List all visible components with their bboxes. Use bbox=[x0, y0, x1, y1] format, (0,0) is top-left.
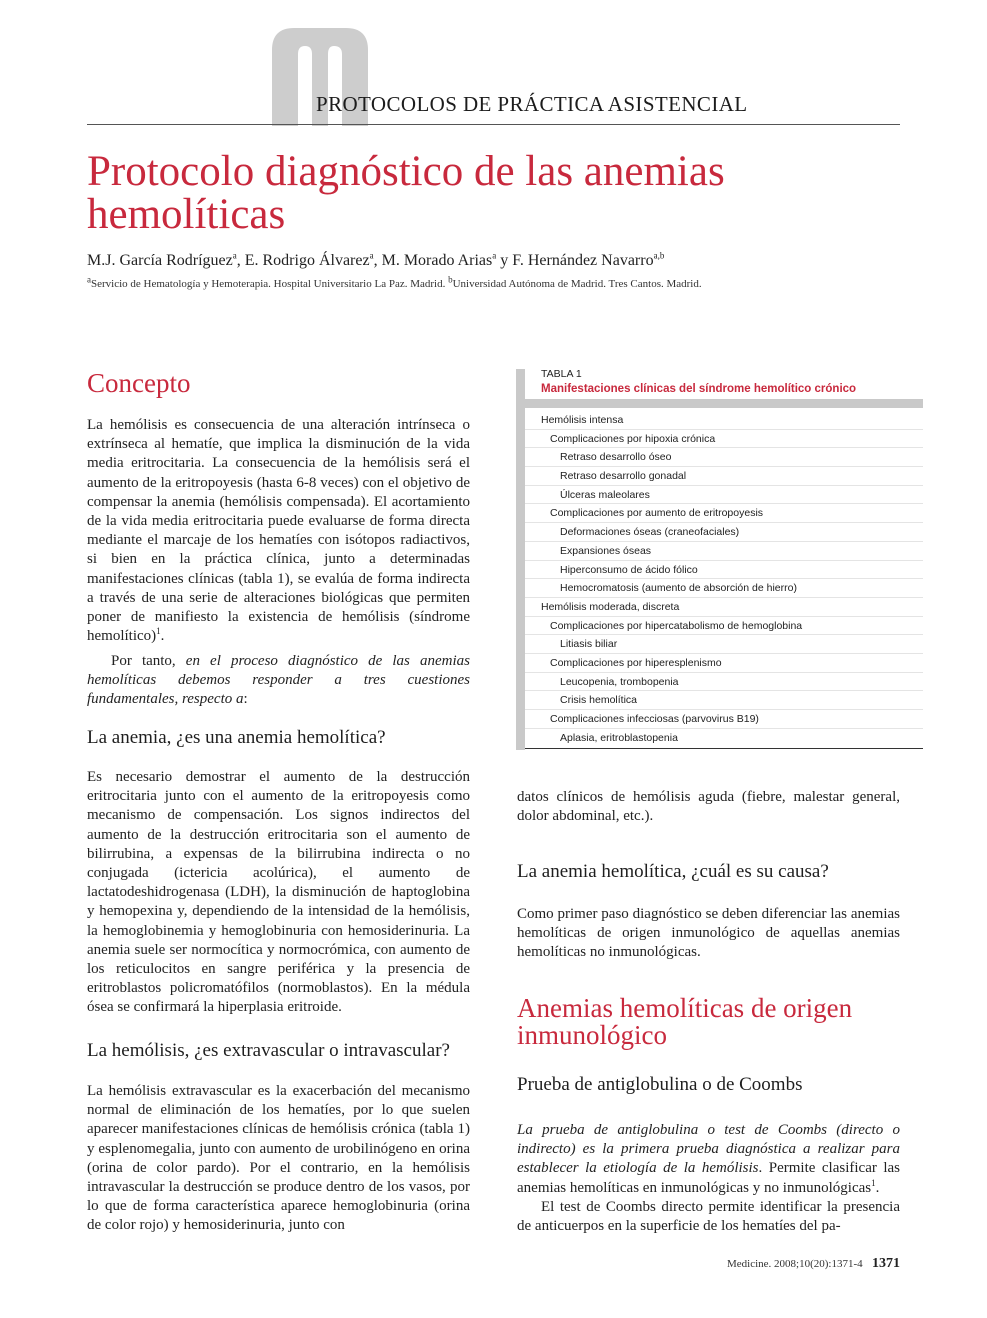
reference-mark: 1 bbox=[156, 626, 161, 637]
q1-paragraph: Es necesario demostrar el aumento de la destrucción eritrocitaria junto con el aumento de la eritropoyesis como mecanismo de compensación. Los signos indirectos del aumento de la destrucción eritrocitaria son el aumento de bilirrubina, a expensas de la bilirrubina indirecta o no conjugada (ictericia acolúrica), el aumento de lactatodeshidrogenasa (LDH), la disminución de haptoglobina y hemopexina y, dependiendo de la intensidad de la hemólisis, la hemoglobinemia y hemoglobinuria con hemosiderinuria. La anemia suele ser normocítica y normocrómica, con aumento de los reticulocitos en sangre periférica y la presencia de eritroblastos policromatófilos (normoblastos). En la médula ósea se confirmará la hiperplasia eritroide. bbox=[87, 769, 470, 1016]
author-affil-mark: a bbox=[232, 250, 237, 261]
paragraph-italic-text: en el proceso diagnóstico de las anemias hemolíticas debemos responder a tres cuestiones fundamentales, respecto a bbox=[87, 653, 470, 708]
author-name: F. Hernández Navarro bbox=[512, 252, 654, 269]
coombs-heading: Prueba de antiglobulina o de Coombs bbox=[517, 1074, 803, 1095]
page-number: 1371 bbox=[872, 1256, 900, 1271]
author-affil-mark: a bbox=[492, 250, 497, 261]
q1-heading: La anemia, ¿es una anemia hemolítica? bbox=[87, 727, 386, 748]
affil-mark: a bbox=[87, 274, 91, 285]
table-row: Litiasis biliar bbox=[525, 635, 923, 654]
continuation-paragraph: datos clínicos de hemólisis aguda (fiebre, malestar general, dolor abdominal, etc.). bbox=[517, 789, 900, 825]
table-row: Leucopenia, trombopenia bbox=[525, 673, 923, 692]
header-divider bbox=[87, 124, 900, 125]
coombs-paragraph-2: El test de Coombs directo permite identificar la presencia de anticuerpos en la superficie de los hematíes del pa- bbox=[517, 1199, 900, 1235]
paragraph-italic-text: La prueba de antiglobulina o test de Coombs (directo o indirecto) es la primera prueba diagnóstica a realizar para establecer la etiología de la hemólisis bbox=[517, 1122, 900, 1177]
table-row: Deformaciones óseas (craneofaciales) bbox=[525, 523, 923, 542]
author-separator: y bbox=[496, 252, 513, 269]
table-row: Complicaciones infecciosas (parvovirus B19) bbox=[525, 710, 923, 729]
q2-heading: La hemólisis, ¿es extravascular o intravascular? bbox=[87, 1040, 450, 1061]
author-separator: , bbox=[236, 252, 245, 269]
table-bottom-rule bbox=[525, 748, 923, 749]
table-label: TABLA 1 bbox=[541, 368, 582, 380]
affil-mark: b bbox=[448, 274, 453, 285]
table-row: Hiperconsumo de ácido fólico bbox=[525, 561, 923, 580]
table-row: Úlceras maleolares bbox=[525, 486, 923, 505]
author-separator: , bbox=[373, 252, 382, 269]
concepto-paragraph-2 bbox=[87, 652, 470, 710]
table-row: Hemólisis intensa bbox=[525, 411, 923, 430]
paragraph-text: La hemólisis es consecuencia de una alteración intrínseca o extrínseca al hematíe, que implica la disminución de la vida media eritrocitaria. La consecuencia de la hemólisis será el aumento de la eritropoyesis (hasta 6-8 veces) con el objetivo de compensar la anemia (hemólisis compensada). El acortamiento de la vida media eritrocitaria puede evaluarse de forma directa mediante el marcaje de los hematíes con isótopos radiactivos, si bien en la práctica clínica, junto a determinadas manifestaciones clínicas (tabla 1), se evalúa de forma indirecta a través de una serie de alteraciones biológicas que permiten poner de manifiesto la existencia de hemólisis (síndrome hemolítico) bbox=[87, 417, 470, 645]
table-title: Manifestaciones clínicas del síndrome hemolítico crónico bbox=[541, 383, 857, 395]
table-row: Complicaciones por aumento de eritropoyesis bbox=[525, 504, 923, 523]
paragraph-text: Por tanto, bbox=[111, 653, 186, 669]
affil-text: Universidad Autónoma de Madrid. Tres Cantos. Madrid. bbox=[452, 278, 702, 290]
punctuation: : bbox=[243, 691, 248, 708]
table-row: Aplasia, eritroblastopenia bbox=[560, 731, 678, 744]
coombs-paragraph bbox=[517, 1121, 900, 1198]
author-list bbox=[87, 252, 664, 270]
table-row: Complicaciones por hipercatabolismo de hemoglobina bbox=[525, 617, 923, 636]
table-header-band bbox=[525, 399, 923, 408]
affiliations bbox=[87, 274, 702, 290]
author-name: M. Morado Arias bbox=[381, 252, 493, 269]
reference-mark: 1 bbox=[871, 1177, 876, 1188]
table-row: Complicaciones por hiperesplenismo bbox=[525, 654, 923, 673]
author-name: M.J. García Rodríguez bbox=[87, 252, 233, 269]
author-affil-mark: a,b bbox=[653, 250, 665, 261]
author-name: E. Rodrigo Álvarez bbox=[244, 252, 370, 269]
affil-text: Servicio de Hematología y Hemoterapia. Hospital Universitario La Paz. Madrid. bbox=[91, 278, 449, 290]
table-row: Expansiones óseas bbox=[525, 542, 923, 561]
table-row: Retraso desarrollo óseo bbox=[525, 448, 923, 467]
author-affil-mark: a bbox=[369, 250, 374, 261]
paragraph-text: . Permite clasificar las anemias hemolíticas en inmunológicas y no inmunológicas bbox=[517, 1160, 900, 1196]
punctuation: . bbox=[160, 628, 165, 645]
table-row: Hemocromatosis (aumento de absorción de hierro) bbox=[525, 579, 923, 598]
q3-heading: La anemia hemolítica, ¿cuál es su causa? bbox=[517, 861, 829, 882]
concepto-heading: Concepto bbox=[87, 368, 191, 398]
punctuation: . bbox=[875, 1179, 880, 1196]
table-row: Crisis hemolítica bbox=[525, 691, 923, 710]
table-side-bar bbox=[516, 369, 525, 750]
q3-paragraph: Como primer paso diagnóstico se deben diferenciar las anemias hemolíticas de origen inmunológico de aquellas anemias hemolíticas no inmunológicas. bbox=[517, 906, 900, 961]
journal-citation: Medicine. 2008;10(20):1371-4 bbox=[727, 1258, 863, 1270]
table-body bbox=[525, 411, 923, 747]
q2-paragraph: La hemólisis extravascular es la exacerbación del mecanismo normal de eliminación de los hematíes, por lo que suelen aparecer manifestaciones clínicas de hemólisis crónica (tabla 1) y esplenomegalia, junto con aumento de urobilinógeno en orina (orina de color pardo). Por el contrario, en la hemólisis intravascular la destrucción se produce dentro de los vasos, por lo que de forma característica aparece hemoglobinuria (orina de color rojo) y hemosiderinuria, junto con bbox=[87, 1083, 470, 1234]
article-title: Protocolo diagnóstico de las anemias hemolíticas bbox=[87, 148, 725, 238]
section-label: PROTOCOLOS DE PRÁCTICA ASISTENCIAL bbox=[316, 92, 748, 116]
immuno-heading: Anemias hemolíticas de origen inmunológico bbox=[517, 993, 853, 1050]
table-row: Complicaciones por hipoxia crónica bbox=[525, 430, 923, 449]
concepto-paragraph bbox=[87, 416, 470, 646]
table-row: Hemólisis moderada, discreta bbox=[525, 598, 923, 617]
table-row: Retraso desarrollo gonadal bbox=[525, 467, 923, 486]
